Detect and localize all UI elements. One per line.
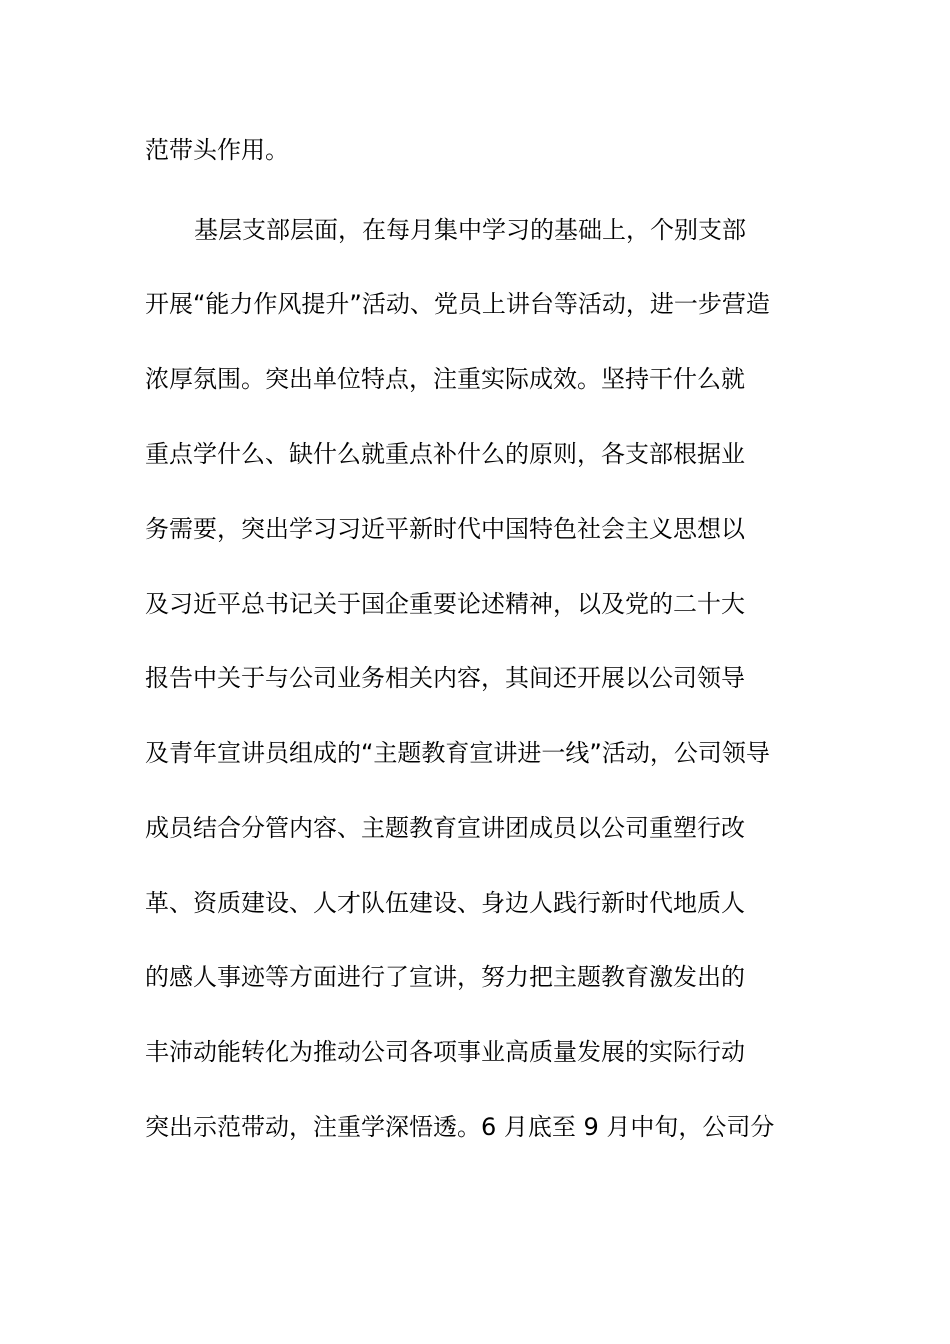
text-line: 成员结合分管内容、主题教育宣讲团成员以公司重塑行改 — [145, 814, 745, 842]
text-line: 范带头作用。 — [145, 136, 289, 164]
text-line: 丰沛动能转化为推动公司各项事业高质量发展的实际行动 — [145, 1038, 745, 1066]
text-line: 重点学什么、缺什么就重点补什么的原则，各支部根据业 — [145, 440, 745, 468]
text-line: 及青年宣讲员组成的“主题教育宣讲进一线”活动，公司领导 — [145, 739, 770, 767]
text-line: 及习近平总书记关于国企重要论述精神，以及党的二十大 — [145, 590, 745, 618]
text-line: 开展“能力作风提升”活动、党员上讲台等活动，进一步营造 — [145, 290, 770, 318]
text-line: 报告中关于与公司业务相关内容，其间还开展以公司领导 — [145, 664, 745, 692]
text-line: 突出示范带动，注重学深悟透。6 月底至 9 月中旬，公司分 — [145, 1113, 775, 1141]
text-line: 务需要，突出学习习近平新时代中国特色社会主义思想以 — [145, 515, 745, 543]
text-line: 的感人事迹等方面进行了宣讲，努力把主题教育激发出的 — [145, 963, 745, 991]
text-line: 革、资质建设、人才队伍建设、身边人践行新时代地质人 — [145, 889, 745, 917]
text-line: 浓厚氛围。突出单位特点，注重实际成效。坚持干什么就 — [145, 365, 745, 393]
text-line: 基层支部层面，在每月集中学习的基础上，个别支部 — [194, 216, 746, 244]
